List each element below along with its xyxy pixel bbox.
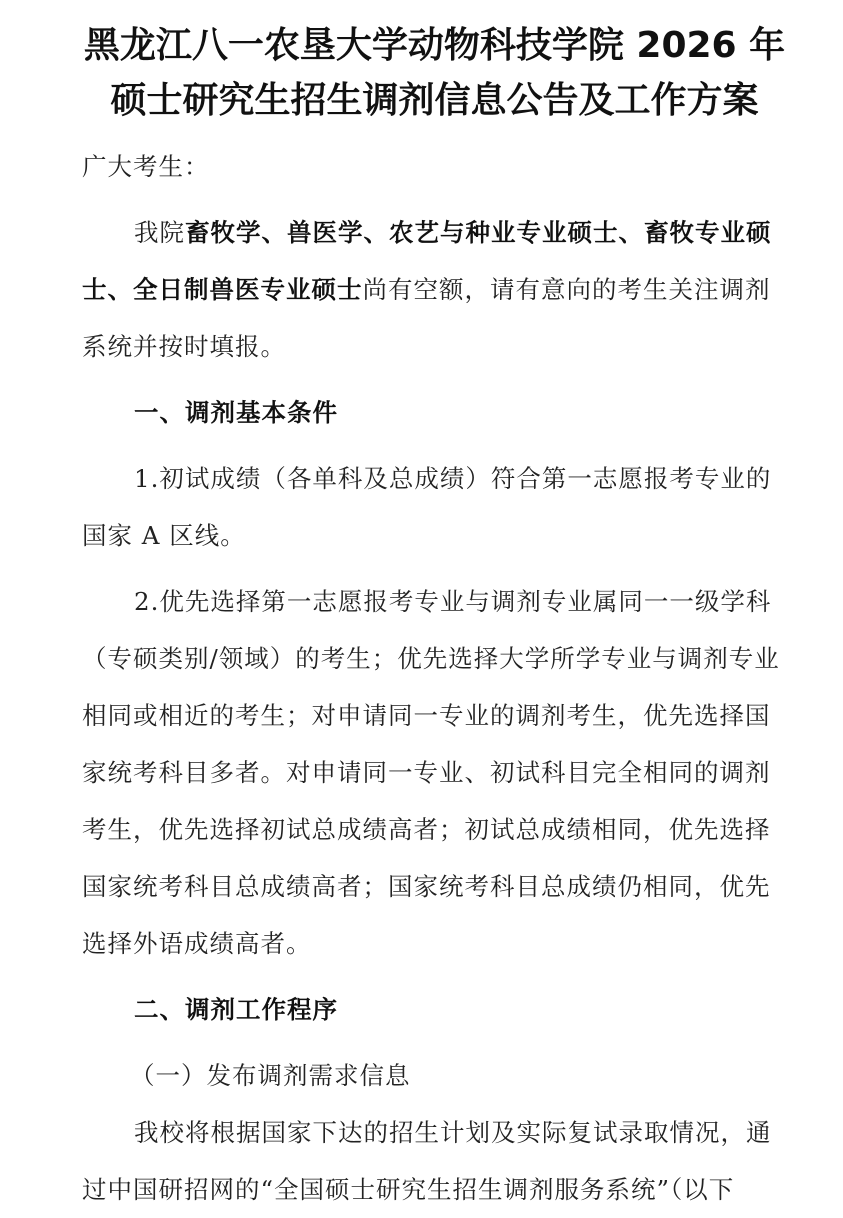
subsection-1-heading: （一）发布调剂需求信息 xyxy=(130,1061,411,1090)
salutation: 广大考生： xyxy=(82,152,210,181)
condition-1: 1.初试成绩（各单科及总成绩）符合第一志愿报考专业的国家 A 区线。 xyxy=(82,464,772,550)
section-1-heading: 一、调剂基本条件 xyxy=(134,398,338,427)
condition-2: 2.优先选择第一志愿报考专业与调剂专业属同一一级学科（专硕类别/领域）的考生；优先选择大学所学专业与调剂专业相同或相近的考生；对申请同一专业的调剂考生，优先选择国家统考科目多者。对申请同一专业、初试科目完全相同的调剂考生，优先选择初试总成绩高者；初试总成绩相同，优先选择国家统考科目总成绩高者；国家统考科目总成绩仍相同，优先选择外语成绩高者。 xyxy=(82,587,780,958)
intro-prefix: 我院 xyxy=(134,218,185,247)
document-title xyxy=(82,18,787,128)
procedure-paragraph: 我校将根据国家下达的招生计划及实际复试录取情况，通过中国研招网的“全国硕士研究生招生调剂服务系统”（以下 xyxy=(82,1118,772,1204)
intro-majors: 畜牧学、兽医学、农艺与种业专业硕士、畜牧专业硕士、全日制兽医专业硕士 xyxy=(82,218,772,304)
section-2-heading: 二、调剂工作程序 xyxy=(134,995,338,1024)
title-line-1: 黑龙江八一农垦大学动物科技学院 2026 年 xyxy=(83,25,786,66)
intro-paragraph xyxy=(82,204,787,375)
title-line-2: 硕士研究生招生调剂信息公告及工作方案 xyxy=(110,80,759,121)
intro-suffix: 尚有空额，请有意向的考生关注调剂系统并按时填报。 xyxy=(82,275,771,361)
